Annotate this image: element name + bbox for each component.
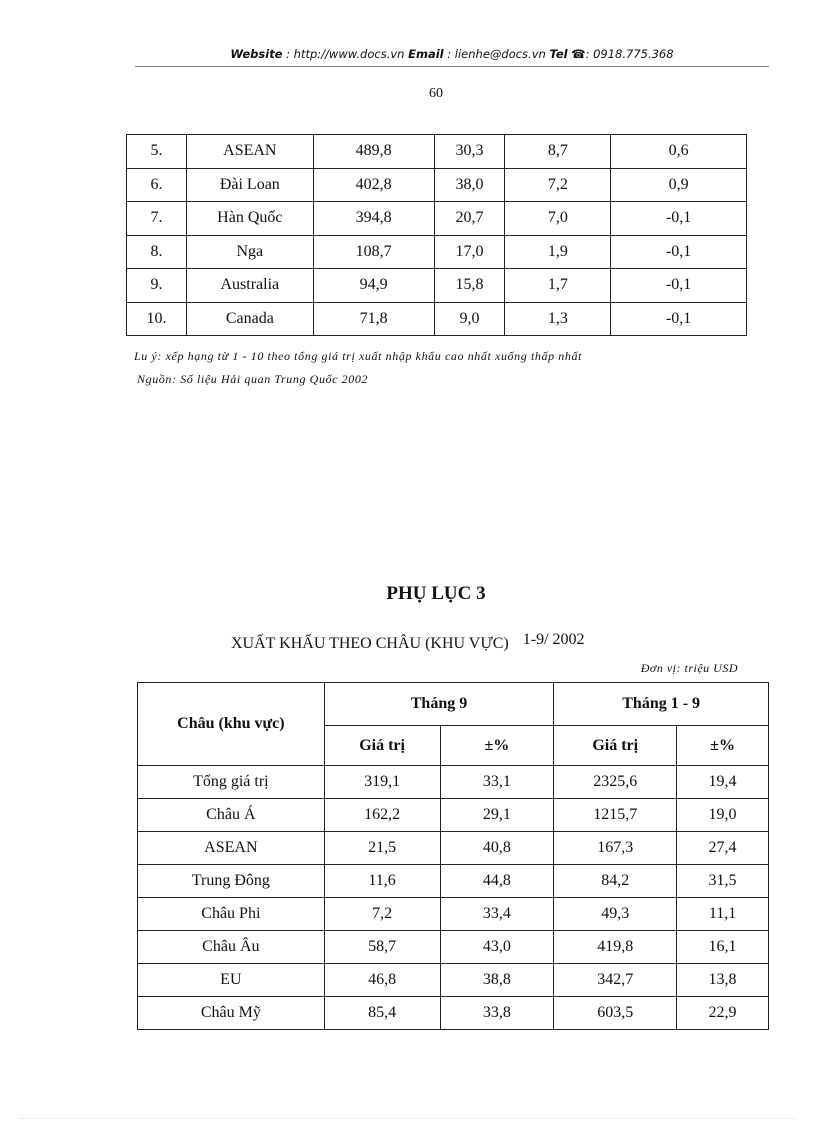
table-cell: -0,1 [611,202,747,236]
table-cell: 43,0 [440,931,554,964]
table-cell: Đài Loan [186,168,313,202]
table-cell: 38,8 [440,964,554,997]
table-cell: Tổng giá trị [138,766,325,799]
table-cell: 0,9 [611,168,747,202]
table-cell: 402,8 [313,168,434,202]
table-cell: 394,8 [313,202,434,236]
table-cell: 15,8 [434,269,505,303]
table-cell: 30,3 [434,135,505,169]
table-cell: 342,7 [554,964,677,997]
table-cell: 27,4 [677,832,769,865]
table-row [138,799,769,832]
table-row [138,766,769,799]
table-row [138,931,769,964]
table-cell: 0,6 [611,135,747,169]
table-cell: 7,0 [505,202,611,236]
email-value[interactable]: : lienhe@docs.vn [447,47,546,61]
table-cell: Australia [186,269,313,303]
table-cell: 2325,6 [554,766,677,799]
footer-divider [20,1118,796,1119]
table-cell: 33,1 [440,766,554,799]
col-value-header: Giá trị [554,726,677,766]
region-header: Châu (khu vực) [138,683,325,766]
table-cell: 49,3 [554,898,677,931]
email-label: Email [408,47,444,61]
table-cell: Hàn Quốc [186,202,313,236]
appendix-title: PHỤ LỤC 3 [386,583,486,604]
table-row [138,964,769,997]
table-cell: 7,2 [505,168,611,202]
table-cell: Châu Á [138,799,325,832]
unit-label: Đơn vị: triệu USD [640,661,738,675]
table-row [127,269,747,303]
table-cell: Châu Âu [138,931,325,964]
table-cell: 1,9 [505,235,611,269]
table-cell: -0,1 [611,269,747,303]
table-cell: 11,6 [324,865,440,898]
website-label: Website [230,47,283,61]
table-cell: 7. [127,202,187,236]
appendix-subtitle [231,631,585,653]
table-cell: 8. [127,235,187,269]
table-cell: 162,2 [324,799,440,832]
table-row [138,832,769,865]
subtitle-text: XUẤT KHẨU THEO CHÂU (KHU VỰC) [231,635,509,652]
table-cell: 19,0 [677,799,769,832]
group-month1-9-header: Tháng 1 - 9 [554,683,769,726]
table-cell: Châu Mỹ [138,997,325,1030]
table-cell: 1,3 [505,302,611,336]
table-cell: 46,8 [324,964,440,997]
col-pct-header: ±% [677,726,769,766]
group-month9-header: Tháng 9 [324,683,554,726]
table-row [138,865,769,898]
table-row [127,235,747,269]
table-cell: EU [138,964,325,997]
table-cell: 6. [127,168,187,202]
table-cell: 22,9 [677,997,769,1030]
table-cell: 319,1 [324,766,440,799]
table-cell: -0,1 [611,235,747,269]
ranking-table [126,134,747,336]
table-cell: Châu Phi [138,898,325,931]
tel-value: : 0918.775.368 [585,47,674,61]
table-cell: 9,0 [434,302,505,336]
table-row [138,898,769,931]
table-cell: 44,8 [440,865,554,898]
table-cell: 19,4 [677,766,769,799]
table-cell: 603,5 [554,997,677,1030]
page-header [135,47,769,61]
table-cell: 11,1 [677,898,769,931]
table-cell: 85,4 [324,997,440,1030]
table-cell: 5. [127,135,187,169]
source-note: Nguồn: Số liệu Hải quan Trung Quốc 2002 [137,372,369,386]
table-cell: 489,8 [313,135,434,169]
subtitle-period: 1-9/ 2002 [522,631,585,648]
table-cell: 9. [127,269,187,303]
col-pct-header: ±% [440,726,554,766]
phone-icon: ☎ [571,47,586,61]
table-row [127,168,747,202]
table-cell: 33,4 [440,898,554,931]
table-cell: 1215,7 [554,799,677,832]
table-cell: 13,8 [677,964,769,997]
table-cell: 108,7 [313,235,434,269]
page-number: 60 [429,86,443,101]
table-row [127,135,747,169]
tel-label: Tel [549,47,568,61]
table-cell: 94,9 [313,269,434,303]
table-cell: ASEAN [186,135,313,169]
table-cell: 1,7 [505,269,611,303]
table-cell: 167,3 [554,832,677,865]
export-table [137,682,769,1030]
table-cell: 7,2 [324,898,440,931]
table-cell: Trung Đông [138,865,325,898]
table-cell: 84,2 [554,865,677,898]
table-cell: 33,8 [440,997,554,1030]
website-url[interactable]: : http://www.docs.vn [286,47,405,61]
table-cell: ASEAN [138,832,325,865]
table-cell: 16,1 [677,931,769,964]
table-row [127,302,747,336]
table-cell: 20,7 [434,202,505,236]
header-rule [135,66,769,67]
table-cell: 58,7 [324,931,440,964]
table-cell: 17,0 [434,235,505,269]
table-cell: 71,8 [313,302,434,336]
table-cell: 29,1 [440,799,554,832]
table-row [138,997,769,1030]
ranking-note: Lu ý: xếp hạng từ 1 - 10 theo tổng giá trị xuất nhập khẩu cao nhất xuống thấp nhất [134,349,583,363]
table-cell: 40,8 [440,832,554,865]
table-cell: Nga [186,235,313,269]
table-cell: 31,5 [677,865,769,898]
table-cell: 10. [127,302,187,336]
col-value-header: Giá trị [324,726,440,766]
table-cell: 21,5 [324,832,440,865]
table-row [127,202,747,236]
table-cell: Canada [186,302,313,336]
table-cell: 8,7 [505,135,611,169]
table-cell: 38,0 [434,168,505,202]
table-cell: 419,8 [554,931,677,964]
table-cell: -0,1 [611,302,747,336]
